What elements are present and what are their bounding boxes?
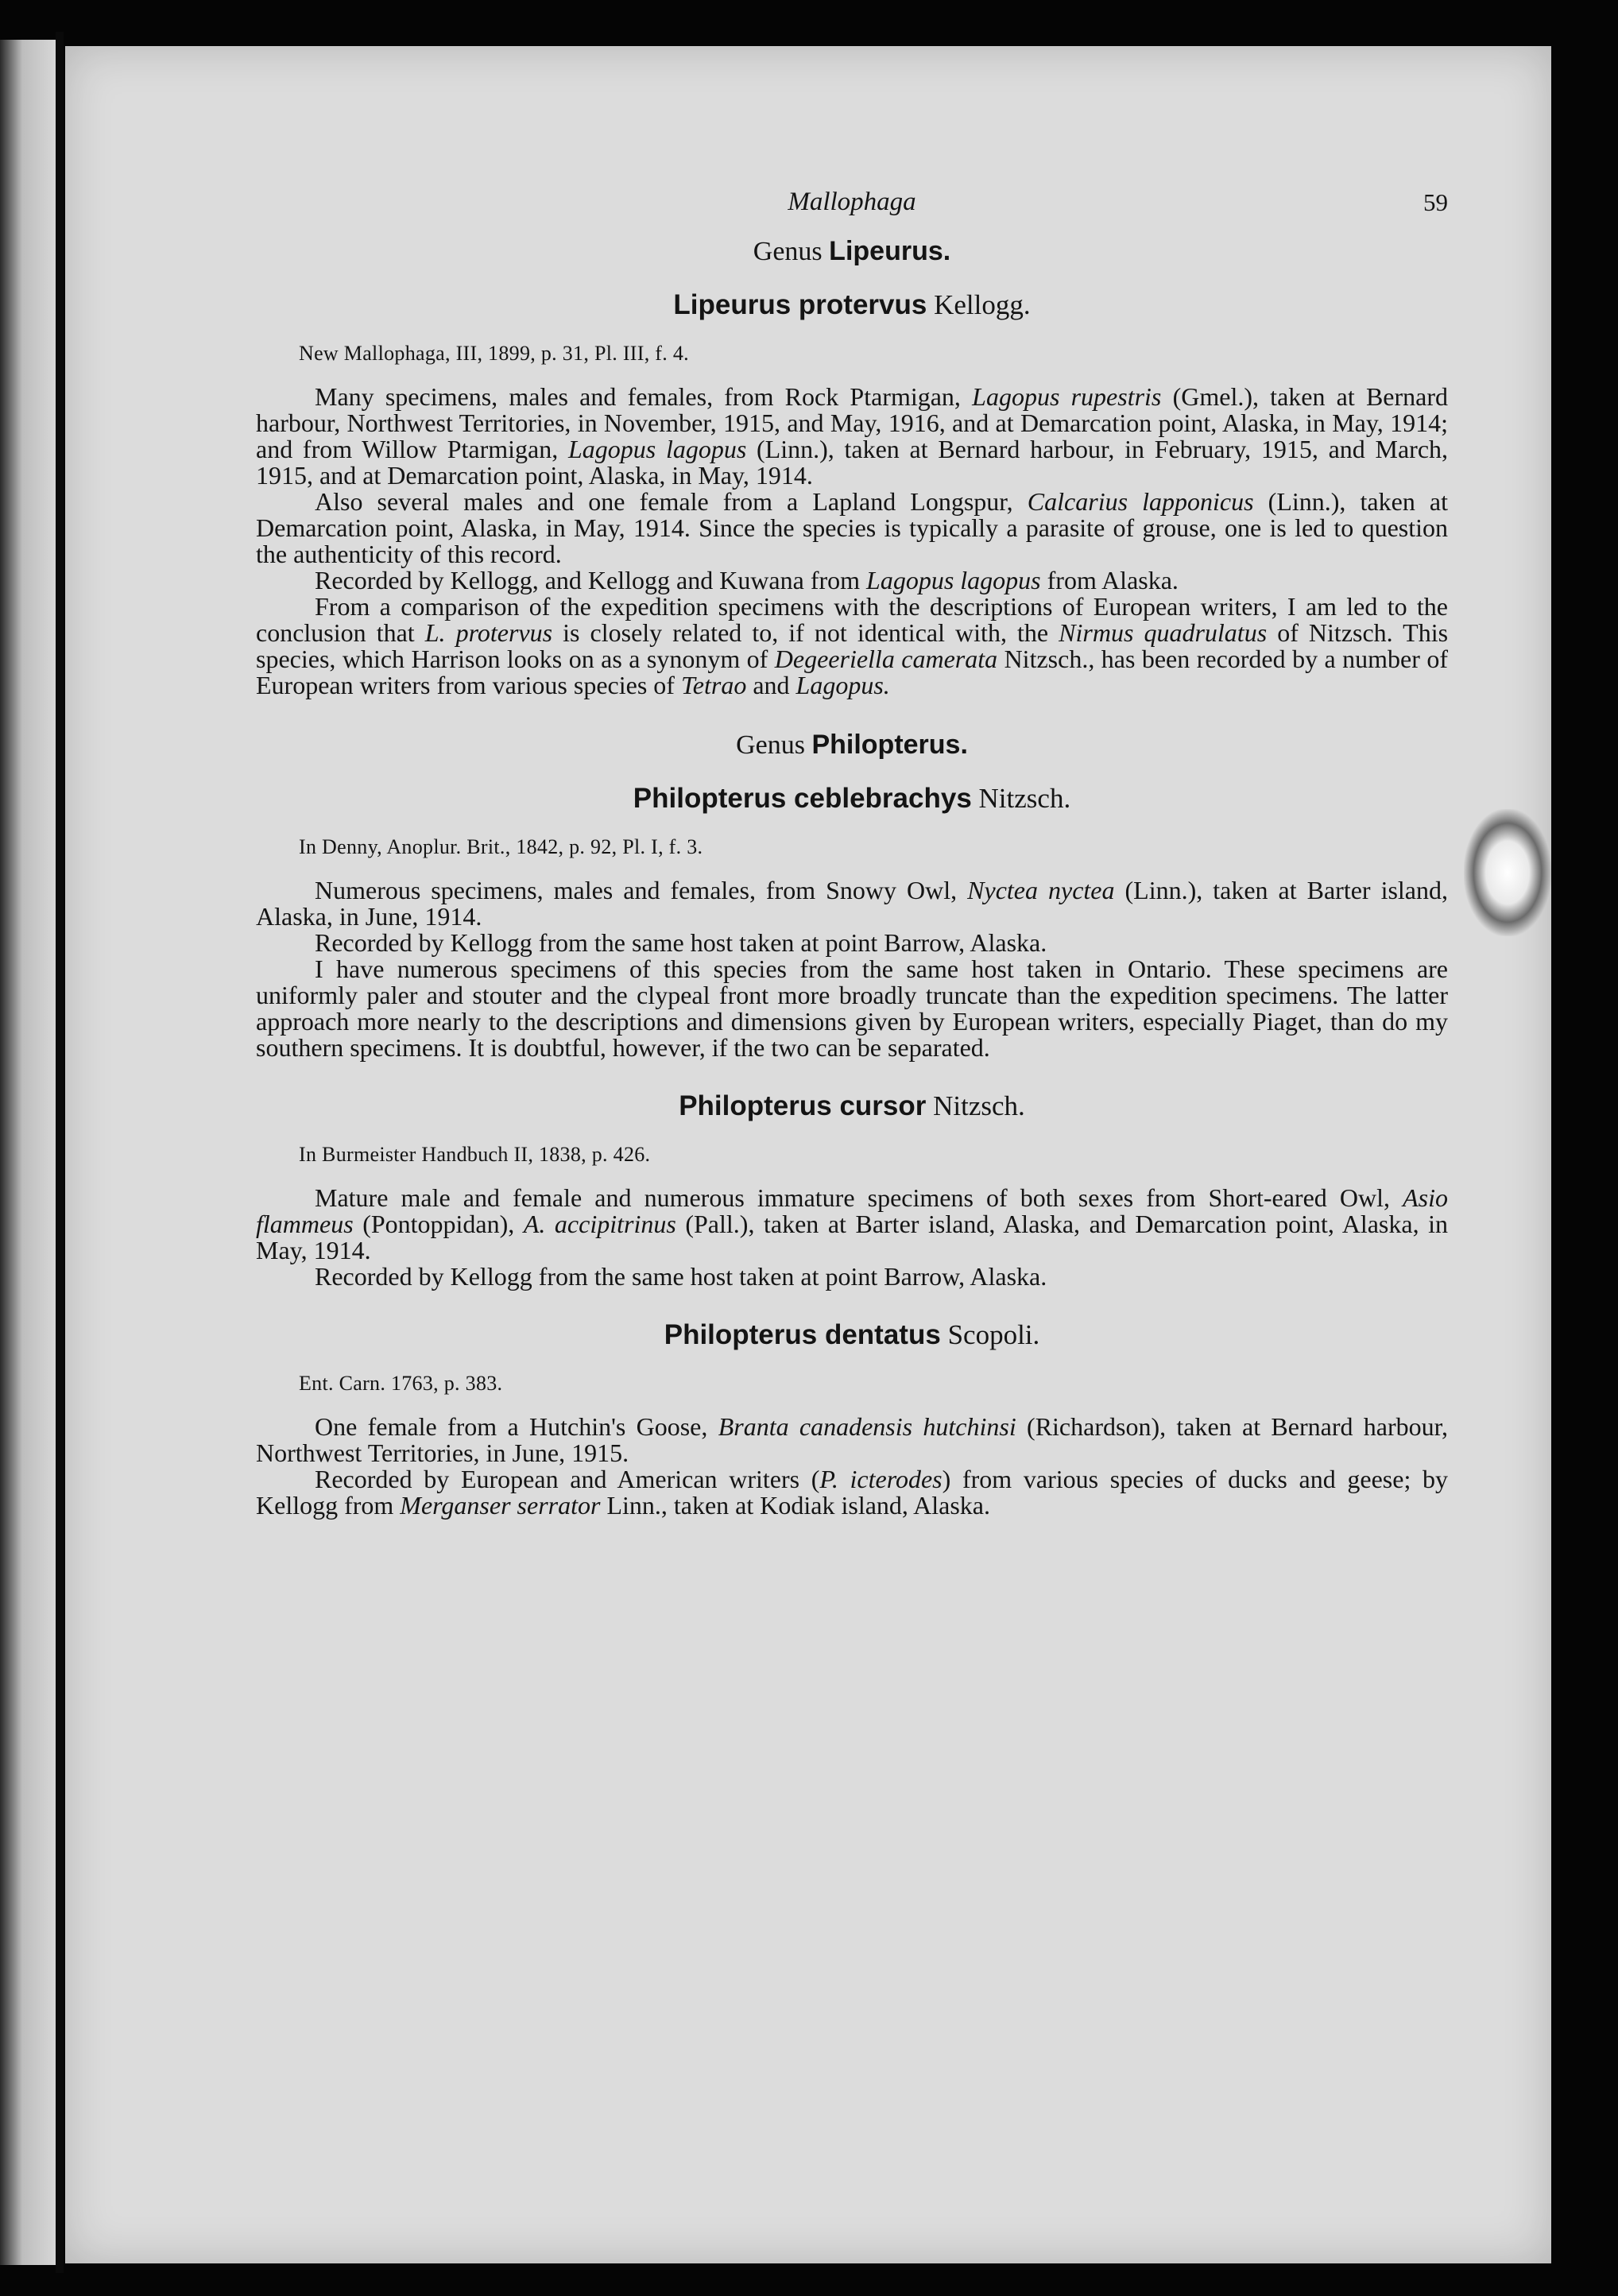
page-number: 59	[1423, 188, 1448, 216]
species-authority: Nitzsch.	[933, 1090, 1025, 1121]
species-authority: Kellogg.	[934, 289, 1031, 320]
italic-run: Tetrao	[680, 671, 747, 699]
text-run: Recorded by Kellogg, and Kellogg and Kuwana from	[315, 566, 867, 594]
paragraph	[256, 930, 1448, 956]
italic-run: Lagopus rupestris	[972, 382, 1162, 411]
italic-run: Nirmus quadrulatus	[1059, 618, 1268, 647]
italic-run: Lagopus lagopus	[567, 435, 747, 463]
species-name: Philopterus cursor	[679, 1090, 927, 1121]
italic-run: P. icterodes	[819, 1465, 943, 1493]
text-run: Mature male and female and numerous immature specimens of both sexes from Short-eared Owl,	[315, 1183, 1403, 1212]
italic-run: A. accipitrinus	[523, 1210, 676, 1238]
text-run: One female from a Hutchin's Goose,	[315, 1412, 718, 1441]
text-run: of Nitzsch. This species, which Harrison looks on as a synonym of	[256, 618, 1449, 673]
italic-run: Merganser serrator	[400, 1491, 601, 1520]
paragraph	[256, 384, 1448, 489]
species-authority: Nitzsch.	[978, 783, 1071, 814]
paragraph	[256, 567, 1448, 594]
text-run: I have numerous specimens of this species from the same host taken in Ontario. These specimens are uniformly paler and stouter and the clypeal front more broadly truncate than the expedition specimens. The latter approach more nearly to the descriptions and dimensions given by European writers, especially Piaget, than do my southern specimens. It is doubtful, however, if the two can be separated.	[256, 954, 1448, 1062]
text-run: (Richardson), taken at Bernard harbour, Northwest Territories, in June, 1915.	[256, 1412, 1449, 1467]
italic-run: Lagopus.	[795, 671, 890, 699]
italic-run: Asio flammeus	[256, 1183, 1448, 1238]
italic-run: Lagopus lagopus	[866, 566, 1041, 594]
genus-heading	[256, 238, 1448, 265]
species-heading	[256, 1319, 1448, 1350]
citation: Ent. Carn. 1763, p. 383.	[299, 1372, 503, 1395]
italic-run: Nyctea nyctea	[967, 876, 1115, 904]
species-heading	[256, 783, 1448, 814]
text-run: from Alaska.	[1040, 566, 1179, 594]
text-run: Nitzsch., has been recorded by a number of European writers from various species of	[256, 645, 1449, 699]
paragraph	[256, 489, 1448, 567]
paragraph	[256, 1264, 1448, 1290]
text-run: (Gmel.), taken at Bernard harbour, Northwest Territories, in November, 1915, and May, 1916, and at Demarcation point, Alaska, in May, 1914; and from Willow Ptarmigan,	[256, 382, 1449, 463]
running-title: Mallophaga	[788, 188, 916, 216]
paragraph	[256, 1466, 1448, 1519]
citation: In Burmeister Handbuch II, 1838, p. 426.	[299, 1143, 651, 1166]
species-heading	[256, 289, 1448, 320]
page-stain	[1464, 809, 1551, 936]
citation: In Denny, Anoplur. Brit., 1842, p. 92, Pl. I, f. 3.	[299, 835, 703, 858]
genus-prefix: Genus	[736, 730, 805, 760]
paragraph	[256, 1414, 1448, 1466]
text-run: Recorded by European and American writers (	[315, 1465, 820, 1493]
page-content	[256, 189, 1448, 1519]
text-run: (Pontoppidan),	[353, 1210, 524, 1238]
text-run: From a comparison of the expedition specimens with the descriptions of European writers, I am led to the conclusion that	[256, 592, 1448, 647]
genus-heading	[256, 732, 1448, 758]
text-run: ) from various species of ducks and geese; by Kellogg from	[256, 1465, 1449, 1520]
italic-run: Degeeriella camerata	[774, 645, 998, 673]
paragraph	[256, 1185, 1448, 1264]
text-run: Recorded by Kellogg from the same host taken at point Barrow, Alaska.	[315, 1262, 1047, 1291]
text-run: Also several males and one female from a Lapland Longspur,	[315, 487, 1028, 516]
text-run: Linn., taken at Kodiak island, Alaska.	[600, 1491, 990, 1520]
species-name: Philopterus ceblebrachys	[633, 783, 972, 814]
text-run: and	[746, 671, 796, 699]
genus-prefix: Genus	[753, 237, 823, 266]
text-run: Numerous specimens, males and females, from Snowy Owl,	[315, 876, 968, 904]
paragraph	[256, 956, 1448, 1061]
text-run: is closely related to, if not identical with, the	[552, 618, 1059, 647]
italic-run: L. protervus	[424, 618, 553, 647]
running-head	[256, 189, 1448, 229]
adjacent-page-edge	[0, 40, 56, 2265]
genus-name: Philopterus.	[811, 730, 968, 760]
book-page	[65, 46, 1551, 2263]
species-heading	[256, 1090, 1448, 1121]
text-run: (Linn.), taken at Barter island, Alaska, in June, 1914.	[256, 876, 1449, 931]
text-run: (Linn.), taken at Bernard harbour, in February, 1915, and March, 1915, and at Demarcation point, Alaska, in May, 1914.	[256, 435, 1449, 490]
text-run: (Linn.), taken at Demarcation point, Alaska, in May, 1914. Since the species is typically a parasite of grouse, one is led to question the authenticity of this record.	[256, 487, 1449, 568]
italic-run: Calcarius lapponicus	[1027, 487, 1254, 516]
citation: New Mallophaga, III, 1899, p. 31, Pl. III, f. 4.	[299, 342, 689, 365]
book-spine	[56, 32, 64, 2273]
paragraph	[256, 594, 1448, 699]
species-name: Lipeurus protervus	[673, 289, 927, 320]
paragraph	[256, 877, 1448, 930]
text-run: (Pall.), taken at Barter island, Alaska, and Demarcation point, Alaska, in May, 1914.	[256, 1210, 1449, 1264]
text-run: Recorded by Kellogg from the same host taken at point Barrow, Alaska.	[315, 928, 1047, 957]
genus-name: Lipeurus.	[829, 236, 951, 266]
species-name: Philopterus dentatus	[664, 1319, 941, 1350]
italic-run: Branta canadensis hutchinsi	[718, 1412, 1016, 1441]
text-run: Many specimens, males and females, from Rock Ptarmigan,	[315, 382, 973, 411]
species-authority: Scopoli.	[947, 1319, 1040, 1350]
